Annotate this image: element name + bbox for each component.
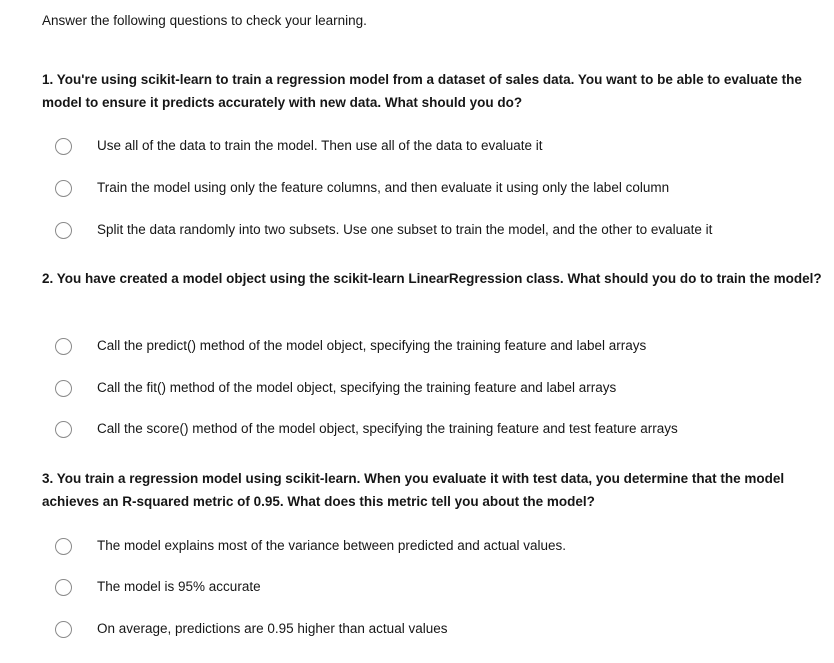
question-3-option-2[interactable] [55, 576, 261, 598]
radio-button[interactable] [55, 538, 72, 555]
radio-button[interactable] [55, 222, 72, 239]
radio-button[interactable] [55, 138, 72, 155]
intro-text: Answer the following questions to check your learning. [42, 13, 367, 28]
question-1-option-2[interactable] [55, 177, 669, 199]
option-label: Use all of the data to train the model. Then use all of the data to evaluate it [97, 138, 543, 153]
option-label: Split the data randomly into two subsets. Use one subset to train the model, and the other to evaluate it [97, 222, 713, 237]
option-label: On average, predictions are 0.95 higher than actual values [97, 621, 448, 636]
question-3-option-1[interactable] [55, 535, 566, 557]
option-label: Call the fit() method of the model object, specifying the training feature and label arrays [97, 380, 617, 395]
question-2-text: 2. You have created a model object using the scikit-learn LinearRegression class. What should you do to train the model? [42, 271, 822, 286]
option-label: The model explains most of the variance between predicted and actual values. [97, 538, 567, 553]
radio-button[interactable] [55, 180, 72, 197]
option-label: Call the predict() method of the model object, specifying the training feature and label arrays [97, 338, 647, 353]
radio-button[interactable] [55, 380, 72, 397]
question-1-option-1[interactable] [55, 135, 543, 157]
radio-button[interactable] [55, 579, 72, 596]
option-label: The model is 95% accurate [97, 579, 261, 594]
radio-button[interactable] [55, 421, 72, 438]
radio-button[interactable] [55, 338, 72, 355]
option-label: Train the model using only the feature columns, and then evaluate it using only the label column [97, 180, 670, 195]
question-1-text: 1. You're using scikit-learn to train a regression model from a dataset of sales data. You want to be able to evaluate the model to ensure it predicts accurately with new data. What should you do? [42, 72, 802, 110]
question-1-option-3[interactable] [55, 219, 712, 241]
question-3-text: 3. You train a regression model using scikit-learn. When you evaluate it with test data, you determine that the model achieves an R-squared metric of 0.95. What does this metric tell you about the model? [42, 471, 785, 509]
question-2-option-3[interactable] [55, 418, 678, 440]
question-2-option-1[interactable] [55, 335, 646, 357]
option-label: Call the score() method of the model object, specifying the training feature and test feature arrays [97, 421, 678, 436]
question-3-option-3[interactable] [55, 618, 447, 640]
radio-button[interactable] [55, 621, 72, 638]
question-2-option-2[interactable] [55, 377, 616, 399]
